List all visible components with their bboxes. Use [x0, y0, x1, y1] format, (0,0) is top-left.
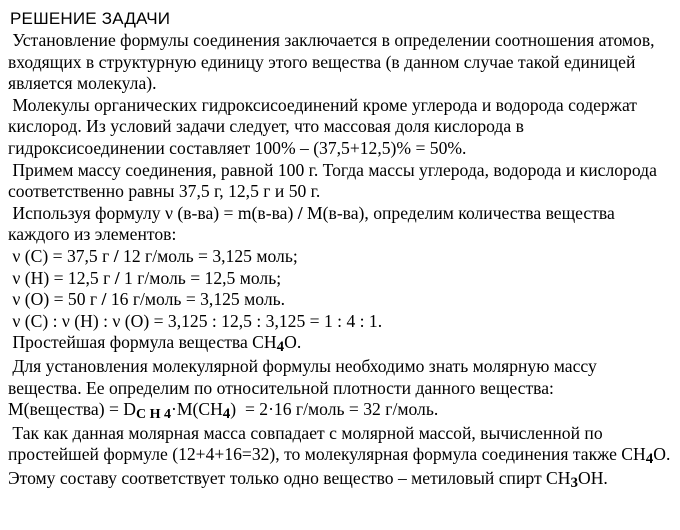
nu-symbol: ν — [165, 202, 173, 223]
subscript: 4 — [645, 451, 654, 468]
division-slash: / — [101, 289, 107, 310]
text-part: 12 г/моль = 3,125 моль; — [118, 245, 298, 266]
page-heading: РЕШЕНИЕ ЗАДАЧИ — [10, 9, 171, 28]
subscript: 4 — [276, 339, 285, 356]
text-part: (Н) : — [69, 310, 113, 331]
paragraph-oxygen-fraction: Молекулы органических гидроксисоединений кроме углерода и водорода содержат кислород. Из условий задачи следует, что массовая доля кислорода в гидроксисоединении составляет 100% – (37,5+12,5)% = 50%. — [8, 94, 642, 158]
text-part: 1 г/моль = 12,5 моль; — [119, 267, 282, 288]
text-part: (Н) = 12,5 г — [20, 267, 115, 288]
text-part: M(в-ва), определим количества вещества каждого из элементов: — [8, 202, 620, 245]
text-part: M(вещества) = D — [8, 399, 136, 420]
equation-oxygen — [8, 289, 674, 311]
text-part: OH. — [577, 467, 608, 488]
equation-carbon — [8, 246, 674, 268]
division-slash: / — [113, 245, 119, 266]
text-part: ) = 2·16 г/моль = 32 г/моль. — [230, 399, 439, 420]
text-part: (С) : — [20, 310, 62, 331]
equation-hydrogen — [8, 268, 674, 290]
paragraph-formula-usage — [8, 203, 674, 246]
nu-symbol: ν — [12, 267, 21, 288]
paragraph-formula-definition: Установление формулы соединения заключается в определении соотношения атомов, входящих в структурную единицу этого вещества (в данном случае такой единицей является молекула). — [8, 30, 659, 94]
text-part: O. — [284, 332, 302, 353]
text-part: Используя формулу — [8, 202, 165, 223]
division-slash: / — [114, 267, 120, 288]
text-part: (О) = 50 г — [20, 289, 102, 310]
text-part: (О) = 3,125 : 12,5 : 3,125 = 1 : 4 : 1. — [120, 310, 383, 331]
nu-symbol: ν — [61, 310, 70, 331]
paragraph-molar-mass-intro: Для установления молекулярной формулы необходимо знать молярную массу вещества. Ее определим по относительной плотности данного вещества: — [8, 355, 602, 398]
subscript: 3 — [570, 474, 578, 491]
nu-symbol: ν — [12, 245, 21, 266]
equation-molar-mass — [8, 399, 674, 423]
text-part: ·M(CH — [170, 399, 223, 420]
text-part: (С) = 37,5 г — [20, 245, 114, 266]
subscript: C H 4 — [135, 407, 171, 423]
nu-symbol: ν — [112, 310, 121, 331]
text-part: (в-ва) = m(в-ва) — [172, 202, 298, 223]
paragraph-assume-mass: Примем массу соединения, равной 100 г. Тогда массы углерода, водорода и кислорода соответственно равны 37,5 г, 12,5 г и 50 г. — [8, 159, 662, 202]
nu-symbol: ν — [12, 310, 21, 331]
subscript: 4 — [222, 406, 231, 423]
division-slash: / — [297, 202, 303, 223]
equation-ratio — [8, 311, 674, 333]
text-part: O. Этому составу соответствует только одно вещество – метиловый спирт CH — [8, 444, 680, 488]
paragraph-simplest-formula — [8, 332, 674, 356]
text-part: Простейшая формула вещества CH — [8, 332, 277, 353]
paragraph-conclusion — [8, 422, 680, 492]
text-part: Так как данная молярная масса совпадает с молярной массой, вычисленной по простейшей формуле (12+4+16=32), то молекулярная формула соединения также CH — [8, 422, 646, 465]
text-part: 16 г/моль = 3,125 моль. — [106, 289, 286, 310]
nu-symbol: ν — [12, 289, 21, 310]
